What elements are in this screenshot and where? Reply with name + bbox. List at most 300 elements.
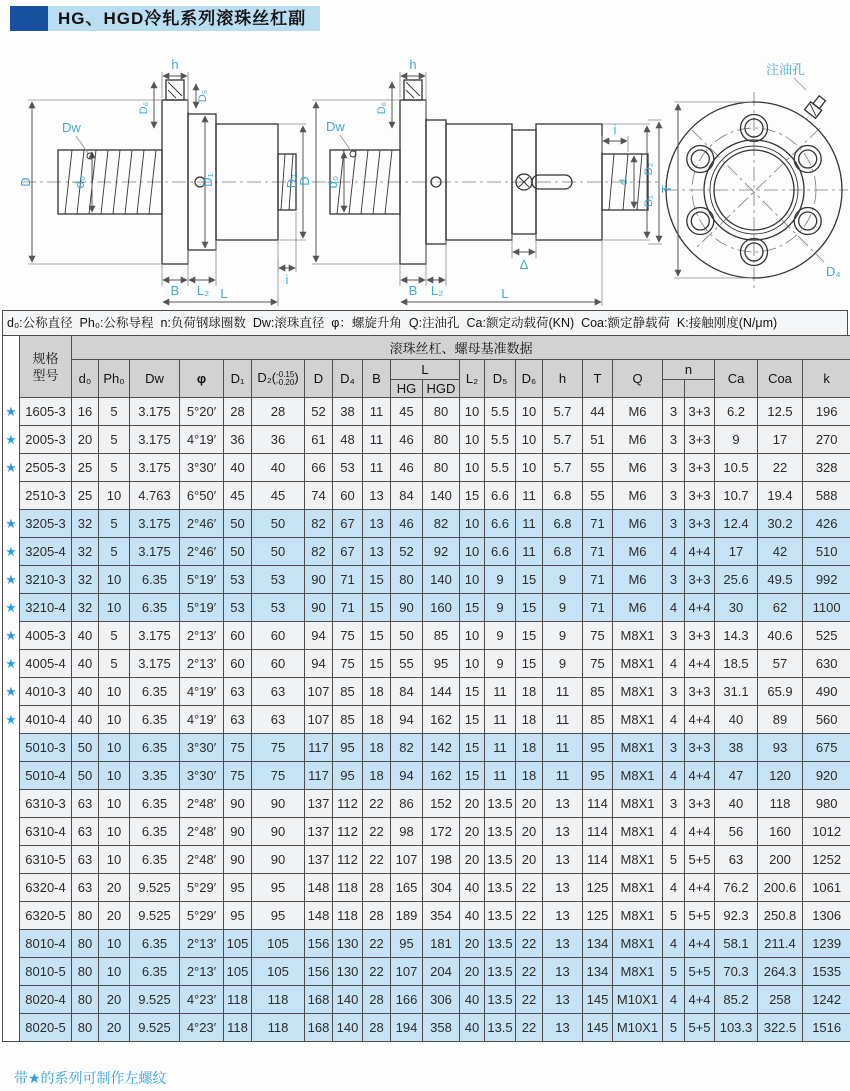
value-cell: 95	[333, 734, 363, 762]
star-cell-empty	[3, 902, 20, 930]
value-cell: 63	[252, 706, 305, 734]
value-cell: 196	[803, 398, 850, 426]
value-cell: 70.3	[715, 958, 758, 986]
value-cell: M8X1	[613, 902, 663, 930]
model-cell: 6310-4	[20, 818, 72, 846]
value-cell: 9.525	[130, 986, 180, 1014]
value-cell: 3°30′	[180, 734, 224, 762]
value-cell: 3	[663, 510, 685, 538]
value-cell: 60	[333, 482, 363, 510]
value-cell: 920	[803, 762, 850, 790]
value-cell: 95	[224, 902, 252, 930]
value-cell: 1100	[803, 594, 850, 622]
dim-label-D4-right: D₄	[826, 264, 841, 279]
value-cell: 4	[663, 818, 685, 846]
value-cell: 53	[333, 454, 363, 482]
model-cell: 1605-3	[20, 398, 72, 426]
value-cell: 16	[72, 398, 99, 426]
value-cell: 56	[715, 818, 758, 846]
value-cell: 118	[252, 986, 305, 1014]
value-cell: 13.5	[485, 986, 516, 1014]
star-marker: ★	[3, 678, 20, 706]
value-cell: M6	[613, 454, 663, 482]
value-cell: 71	[333, 594, 363, 622]
value-cell: 22	[363, 790, 391, 818]
value-cell: 22	[516, 958, 543, 986]
value-cell: 10	[516, 398, 543, 426]
value-cell: 322.5	[758, 1014, 803, 1042]
value-cell: 10	[99, 818, 130, 846]
value-cell: 50	[224, 538, 252, 566]
value-cell: 6.8	[543, 510, 583, 538]
value-cell: 71	[583, 566, 613, 594]
value-cell: M8X1	[613, 706, 663, 734]
value-cell: 125	[583, 902, 613, 930]
value-cell: 80	[72, 958, 99, 986]
value-cell: 9	[715, 426, 758, 454]
value-cell: 9	[485, 566, 516, 594]
model-cell: 2005-3	[20, 426, 72, 454]
value-cell: 105	[224, 930, 252, 958]
value-cell: 18	[516, 678, 543, 706]
value-cell: 85	[583, 706, 613, 734]
value-cell: 130	[333, 930, 363, 958]
col-header-d1: D₁	[224, 360, 252, 398]
value-cell: 5.7	[543, 398, 583, 426]
star-cell-empty	[3, 846, 20, 874]
value-cell: 10	[460, 510, 485, 538]
value-cell: 15	[516, 594, 543, 622]
value-cell: 32	[72, 594, 99, 622]
value-cell: 4	[663, 762, 685, 790]
star-cell-empty	[3, 958, 20, 986]
value-cell: M8X1	[613, 958, 663, 986]
value-cell: 4.763	[130, 482, 180, 510]
value-cell: 5	[99, 622, 130, 650]
value-cell: 63	[224, 678, 252, 706]
value-cell: 4+4	[685, 706, 715, 734]
value-cell: 4+4	[685, 818, 715, 846]
value-cell: 85.2	[715, 986, 758, 1014]
value-cell: 75	[583, 650, 613, 678]
value-cell: 18	[516, 706, 543, 734]
value-cell: 13	[543, 1014, 583, 1042]
value-cell: 354	[423, 902, 460, 930]
value-cell: 74	[305, 482, 333, 510]
value-cell: 80	[423, 454, 460, 482]
value-cell: 15	[460, 762, 485, 790]
value-cell: 118	[333, 902, 363, 930]
value-cell: 48	[333, 426, 363, 454]
star-marker: ★	[3, 622, 20, 650]
value-cell: 3.175	[130, 650, 180, 678]
value-cell: M8X1	[613, 678, 663, 706]
value-cell: 5°19′	[180, 566, 224, 594]
value-cell: 117	[305, 734, 333, 762]
star-cell-empty	[3, 818, 20, 846]
value-cell: 4	[663, 538, 685, 566]
value-cell: 19.4	[758, 482, 803, 510]
value-cell: 55	[583, 454, 613, 482]
value-cell: 94	[391, 706, 423, 734]
dim-label-L2-middle: L₂	[430, 283, 444, 298]
value-cell: 40	[72, 678, 99, 706]
value-cell: 2°48′	[180, 818, 224, 846]
value-cell: 12.5	[758, 398, 803, 426]
value-cell: 93	[758, 734, 803, 762]
value-cell: 4°19′	[180, 678, 224, 706]
value-cell: M8X1	[613, 734, 663, 762]
value-cell: 13	[543, 958, 583, 986]
value-cell: 4+4	[685, 762, 715, 790]
col-header-d2: D₂( -0.15 -0.20 )	[252, 360, 305, 398]
value-cell: 36	[252, 426, 305, 454]
value-cell: 18	[363, 734, 391, 762]
value-cell: 2°13′	[180, 930, 224, 958]
value-cell: 67	[333, 538, 363, 566]
technical-drawings	[0, 32, 850, 308]
value-cell: 6.2	[715, 398, 758, 426]
col-header-k: k	[803, 360, 850, 398]
value-cell: 32	[72, 566, 99, 594]
value-cell: 3+3	[685, 454, 715, 482]
value-cell: 200.6	[758, 874, 803, 902]
dim-label-dw-left: Dw	[62, 120, 81, 135]
model-cell: 6320-5	[20, 902, 72, 930]
value-cell: 75	[583, 622, 613, 650]
value-cell: 18	[363, 678, 391, 706]
dim-label-i-left: i	[285, 272, 289, 287]
value-cell: 51	[583, 426, 613, 454]
col-header-hg: HG	[391, 380, 423, 398]
col-header-d0: d₀	[72, 360, 99, 398]
footer-note: 带★的系列可制作左螺纹	[14, 1070, 167, 1086]
value-cell: 90	[305, 566, 333, 594]
value-cell: 118	[333, 874, 363, 902]
value-cell: 11	[363, 426, 391, 454]
value-cell: 90	[224, 790, 252, 818]
value-cell: 90	[252, 790, 305, 818]
value-cell: 95	[583, 762, 613, 790]
value-cell: 1242	[803, 986, 850, 1014]
value-cell: 3.175	[130, 398, 180, 426]
dim-label-h-left: h	[171, 57, 179, 72]
col-header-hgd: HGD	[423, 380, 460, 398]
value-cell: 4	[663, 706, 685, 734]
value-cell: 3°30′	[180, 454, 224, 482]
table-row	[3, 398, 850, 426]
model-cell: 4010-4	[20, 706, 72, 734]
value-cell: 18	[363, 706, 391, 734]
value-cell: 125	[583, 874, 613, 902]
value-cell: 6.6	[485, 538, 516, 566]
value-cell: 22	[516, 1014, 543, 1042]
value-cell: 15	[460, 482, 485, 510]
value-cell: 4°23′	[180, 1014, 224, 1042]
table-body	[3, 398, 850, 1042]
value-cell: 9	[543, 650, 583, 678]
value-cell: M6	[613, 426, 663, 454]
value-cell: 13	[363, 538, 391, 566]
value-cell: 4	[663, 650, 685, 678]
value-cell: 107	[391, 958, 423, 986]
value-cell: 25	[72, 454, 99, 482]
value-cell: 5	[663, 1014, 685, 1042]
value-cell: 90	[224, 846, 252, 874]
model-cell: 3205-4	[20, 538, 72, 566]
value-cell: 25	[72, 482, 99, 510]
model-cell: 3210-4	[20, 594, 72, 622]
value-cell: 4	[663, 594, 685, 622]
model-cell: 6320-4	[20, 874, 72, 902]
value-cell: 30.2	[758, 510, 803, 538]
value-cell: 20	[460, 818, 485, 846]
value-cell: 63	[72, 846, 99, 874]
value-cell: 11	[485, 734, 516, 762]
value-cell: 3	[663, 482, 685, 510]
star-marker: ★	[3, 454, 20, 482]
value-cell: 258	[758, 986, 803, 1014]
value-cell: 6.6	[485, 510, 516, 538]
value-cell: 328	[803, 454, 850, 482]
model-cell: 8010-5	[20, 958, 72, 986]
value-cell: 18	[363, 762, 391, 790]
star-cell-empty	[3, 762, 20, 790]
value-cell: 94	[305, 622, 333, 650]
table-row	[3, 874, 850, 902]
value-cell: 40.6	[758, 622, 803, 650]
value-cell: 13	[363, 482, 391, 510]
table-row	[3, 762, 850, 790]
table-row	[3, 734, 850, 762]
dim-label-D1-middle: D₁	[643, 195, 655, 207]
value-cell: 5.5	[485, 426, 516, 454]
value-cell: 20	[460, 958, 485, 986]
value-cell: 10	[460, 538, 485, 566]
dim-label-D1-left: D₁	[200, 173, 215, 187]
dim-label-D2-left: D₂	[284, 173, 299, 189]
value-cell: 140	[423, 566, 460, 594]
value-cell: 47	[715, 762, 758, 790]
model-cell: 8010-4	[20, 930, 72, 958]
value-cell: 15	[363, 650, 391, 678]
value-cell: 4+4	[685, 930, 715, 958]
value-cell: 1012	[803, 818, 850, 846]
value-cell: 20	[460, 846, 485, 874]
value-cell: 90	[224, 818, 252, 846]
value-cell: 13.5	[485, 958, 516, 986]
value-cell: 3+3	[685, 734, 715, 762]
value-cell: M6	[613, 594, 663, 622]
value-cell: M8X1	[613, 790, 663, 818]
table-row	[3, 482, 850, 510]
value-cell: 105	[224, 958, 252, 986]
value-cell: 358	[423, 1014, 460, 1042]
value-cell: 140	[423, 482, 460, 510]
value-cell: 5°29′	[180, 902, 224, 930]
model-cell: 8020-5	[20, 1014, 72, 1042]
value-cell: 10	[460, 650, 485, 678]
value-cell: 40	[715, 706, 758, 734]
value-cell: 22	[363, 930, 391, 958]
title-bar	[10, 6, 320, 31]
value-cell: M8X1	[613, 930, 663, 958]
value-cell: M6	[613, 398, 663, 426]
table-row	[3, 790, 850, 818]
value-cell: 9	[543, 566, 583, 594]
star-marker: ★	[3, 426, 20, 454]
value-cell: 304	[423, 874, 460, 902]
star-marker: ★	[3, 398, 20, 426]
col-header-l2: L₂	[460, 360, 485, 398]
star-column-header	[3, 336, 20, 398]
value-cell: 10	[516, 454, 543, 482]
value-cell: 32	[72, 538, 99, 566]
value-cell: 3.175	[130, 510, 180, 538]
value-cell: 134	[583, 958, 613, 986]
model-cell: 3205-3	[20, 510, 72, 538]
value-cell: 28	[252, 398, 305, 426]
value-cell: 137	[305, 818, 333, 846]
value-cell: 4	[663, 986, 685, 1014]
col-header-ph0: Ph₀	[99, 360, 130, 398]
value-cell: 140	[333, 986, 363, 1014]
table-row	[3, 930, 850, 958]
value-cell: 28	[224, 398, 252, 426]
model-cell: 6310-5	[20, 846, 72, 874]
value-cell: 90	[391, 594, 423, 622]
value-cell: 9	[485, 650, 516, 678]
value-cell: 250.8	[758, 902, 803, 930]
value-cell: 50	[72, 734, 99, 762]
value-cell: 95	[391, 930, 423, 958]
value-cell: 1061	[803, 874, 850, 902]
dim-label-L2-left: L₂	[196, 283, 210, 298]
dim-label-d6-middle: D₆	[376, 101, 388, 115]
value-cell: 3.175	[130, 426, 180, 454]
star-cell-empty	[3, 734, 20, 762]
star-marker: ★	[3, 510, 20, 538]
value-cell: 5+5	[685, 958, 715, 986]
value-cell: 71	[333, 566, 363, 594]
value-cell: 40	[460, 1014, 485, 1042]
value-cell: 181	[423, 930, 460, 958]
value-cell: 2°13′	[180, 622, 224, 650]
dim-label-d0-middle: d₀	[325, 175, 340, 189]
value-cell: M8X1	[613, 846, 663, 874]
value-cell: 60	[252, 650, 305, 678]
value-cell: 22	[363, 958, 391, 986]
value-cell: 13.5	[485, 846, 516, 874]
value-cell: 80	[72, 986, 99, 1014]
value-cell: 20	[99, 1014, 130, 1042]
value-cell: 1252	[803, 846, 850, 874]
value-cell: 200	[758, 846, 803, 874]
value-cell: 10	[99, 594, 130, 622]
value-cell: 148	[305, 902, 333, 930]
right-drawing	[659, 62, 848, 290]
value-cell: 20	[99, 902, 130, 930]
value-cell: 980	[803, 790, 850, 818]
spec-table	[2, 335, 850, 1042]
value-cell: 40	[72, 622, 99, 650]
legend-bar: d₀:公称直径 Ph₀:公称导程 n:负荷钢球圈数 Dw:滚珠直径 φ：螺旋升角 Q:注油孔 Ca:额定动载荷(KN) Coa:额定静载荷 K:接触刚度(N/μm)	[2, 310, 848, 335]
value-cell: 5+5	[685, 1014, 715, 1042]
value-cell: 3	[663, 398, 685, 426]
value-cell: 50	[252, 510, 305, 538]
col-header-h: h	[543, 360, 583, 398]
value-cell: 172	[423, 818, 460, 846]
value-cell: 13.5	[485, 874, 516, 902]
value-cell: 4+4	[685, 594, 715, 622]
value-cell: 630	[803, 650, 850, 678]
value-cell: 18	[516, 762, 543, 790]
value-cell: 20	[99, 986, 130, 1014]
value-cell: 117	[305, 762, 333, 790]
value-cell: 82	[305, 510, 333, 538]
value-cell: 11	[363, 398, 391, 426]
value-cell: 76.2	[715, 874, 758, 902]
value-cell: 166	[391, 986, 423, 1014]
value-cell: 10	[99, 566, 130, 594]
value-cell: 3+3	[685, 790, 715, 818]
value-cell: 4+4	[685, 538, 715, 566]
value-cell: 6.35	[130, 594, 180, 622]
value-cell: 22	[516, 902, 543, 930]
dim-label-h-middle: h	[409, 57, 417, 72]
value-cell: 3.175	[130, 454, 180, 482]
value-cell: 52	[305, 398, 333, 426]
value-cell: 105	[252, 930, 305, 958]
value-cell: 75	[224, 762, 252, 790]
star-cell-empty	[3, 874, 20, 902]
value-cell: 63	[224, 706, 252, 734]
value-cell: 28	[363, 1014, 391, 1042]
table-row	[3, 622, 850, 650]
col-header-dw: Dw	[130, 360, 180, 398]
value-cell: M6	[613, 510, 663, 538]
value-cell: 15	[460, 678, 485, 706]
value-cell: 50	[224, 510, 252, 538]
value-cell: 142	[423, 734, 460, 762]
value-cell: 3	[663, 734, 685, 762]
star-marker: ★	[3, 594, 20, 622]
value-cell: 63	[72, 790, 99, 818]
model-cell: 5010-3	[20, 734, 72, 762]
col-header-spec: 规格 型号	[20, 336, 72, 398]
value-cell: 5	[99, 510, 130, 538]
value-cell: 5.5	[485, 454, 516, 482]
value-cell: 204	[423, 958, 460, 986]
value-cell: M8X1	[613, 650, 663, 678]
value-cell: 5+5	[685, 846, 715, 874]
value-cell: 3.175	[130, 538, 180, 566]
value-cell: 20	[516, 846, 543, 874]
value-cell: 3	[663, 566, 685, 594]
value-cell: 10	[460, 454, 485, 482]
model-cell: 4010-3	[20, 678, 72, 706]
value-cell: 160	[423, 594, 460, 622]
value-cell: 15	[516, 650, 543, 678]
value-cell: 162	[423, 706, 460, 734]
value-cell: 3+3	[685, 622, 715, 650]
value-cell: 137	[305, 790, 333, 818]
value-cell: 13.5	[485, 902, 516, 930]
value-cell: 6.35	[130, 930, 180, 958]
group-header: 滚珠丝杠、螺母基准数据	[72, 336, 850, 360]
value-cell: 22	[516, 930, 543, 958]
table-row	[3, 902, 850, 930]
